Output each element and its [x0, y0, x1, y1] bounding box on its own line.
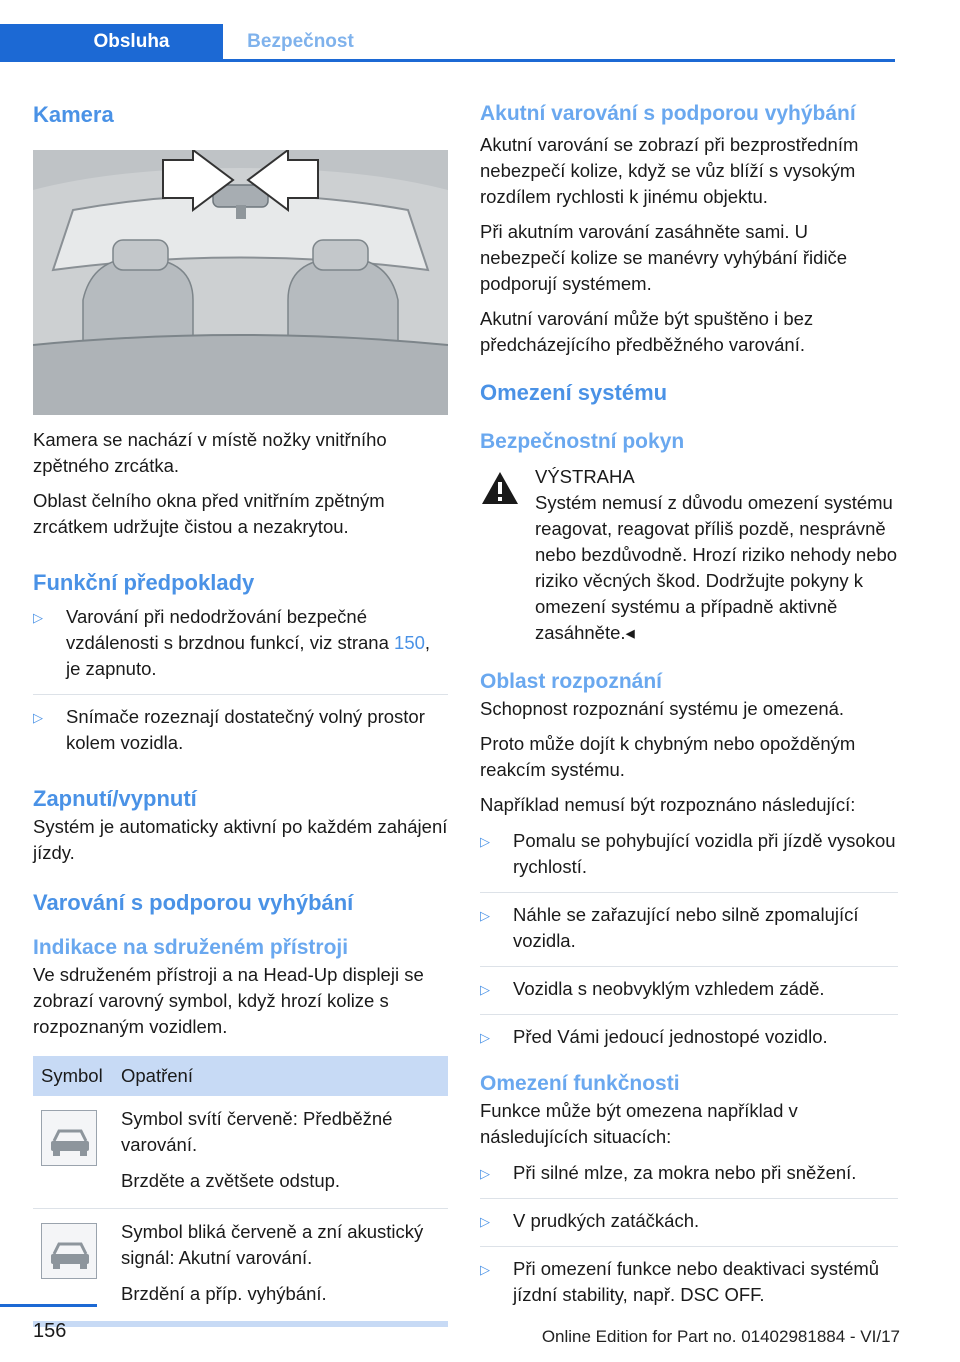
oblast-text-3: Například nemusí být rozpoznáno následující: — [480, 794, 856, 815]
warning-box — [480, 464, 898, 646]
kamera-text-2: Oblast čelního okna před vnitřním zpětným zrcátkem udržujte čistou a nezakrytou. — [33, 490, 385, 537]
page-number: 156 — [33, 1320, 67, 1342]
tab-obsluha[interactable]: Obsluha — [0, 24, 223, 59]
oblast-text-1: Schopnost rozpoznání systému je omezená. — [480, 698, 845, 719]
bullet-triangle-icon: ▷ — [480, 982, 490, 997]
table-row: Symbol svítí červeně: Předběžné varování. Brzděte a zvětšete odstup. — [33, 1096, 448, 1209]
table-header-symbol: Symbol — [33, 1056, 113, 1096]
table-header-opatreni: Opatření — [113, 1056, 448, 1096]
footer-divider — [0, 1304, 97, 1307]
heading-akutni-varovani: Akutní varování s podporou vyhýbání — [480, 102, 856, 125]
list-item: ▷ Náhle se zařazující nebo silně zpomalující vozidla. — [480, 892, 898, 954]
predpoklady-list — [33, 604, 448, 756]
list-item: ▷ V prudkých zatáčkách. — [480, 1198, 898, 1234]
list-item: ▷ Pomalu se pohybující vozidla při jízdě vysokou rychlostí. — [480, 830, 896, 877]
bullet-triangle-icon: ▷ — [480, 1166, 490, 1181]
bullet-triangle-icon: ▷ — [33, 710, 43, 725]
symbol-table — [33, 1056, 448, 1327]
camera-location-illustration — [33, 150, 448, 415]
heading-omezeni-systemu: Omezení systému — [480, 380, 668, 405]
akutni-text-2: Při akutním varování zasáhněte sami. U nebezpečí kolize se manévry vyhýbání řidiče podporují systémem. — [480, 221, 848, 294]
bullet-triangle-icon: ▷ — [480, 1262, 490, 1277]
bullet-triangle-icon: ▷ — [33, 610, 43, 625]
bullet-triangle-icon: ▷ — [480, 908, 490, 923]
bullet-triangle-icon: ▷ — [480, 1214, 490, 1229]
oblast-list — [480, 828, 898, 1050]
kamera-text-1: Kamera se nachází v místě nožky vnitřního zpětného zrcátka. — [33, 429, 387, 476]
akutni-text-3: Akutní varování může být spuštěno i bez předcházejícího předběžného varování. — [480, 308, 814, 355]
warning-text: Systém nemusí z důvodu omezení systému reagovat, reagovat příliš pozdě, nesprávně nebo bezdůvodně. Hrozí riziko nehody nebo riziko věcných škod. Dodržujte pokyny k omezení systému a případně aktivně zasáhněte.◂ — [535, 492, 898, 643]
heading-indikace: Indikace na sdruženém přístroji — [33, 936, 349, 959]
car-interior-icon — [33, 150, 448, 415]
list-item: ▷ Snímače rozeznají dostatečný volný prostor kolem vozidla. — [33, 694, 448, 756]
left-column — [33, 100, 448, 1327]
header-tabs — [0, 0, 960, 62]
akutni-text-1: Akutní varování se zobrazí při bezprostředním nebezpečí kolize, když se vůz blíží s vysokým rozdílem rychlosti k jinému objektu. — [480, 134, 859, 207]
right-column — [480, 100, 898, 1308]
heading-oblast-rozpoznani: Oblast rozpoznání — [480, 670, 663, 693]
list-item: ▷ Varování při nedodržování bezpečné vzdálenosti s brzdnou funkcí, viz strana 150, je zapnuto. — [33, 606, 431, 679]
warning-title: VÝSTRAHA — [535, 466, 635, 487]
page-link[interactable]: 150 — [394, 632, 425, 653]
tab-bezpecnost[interactable]: Bezpečnost — [223, 24, 378, 59]
heading-varovani: Varování s podporou vyhýbání — [33, 890, 354, 915]
table-row: Symbol bliká červeně a zní akustický signál: Akutní varování. Brzdění a příp. vyhýbání. — [33, 1209, 448, 1325]
heading-kamera: Kamera — [33, 102, 114, 127]
heading-zapnuti-vypnuti: Zapnutí/vypnutí — [33, 786, 197, 811]
bullet-triangle-icon: ▷ — [480, 834, 490, 849]
list-item: ▷ Při omezení funkce nebo deaktivaci systémů jízdní stability, např. DSC OFF. — [480, 1246, 898, 1308]
heading-funkcni-predpoklady: Funkční předpoklady — [33, 570, 255, 595]
bullet-triangle-icon: ▷ — [480, 1030, 490, 1045]
oblast-text-2: Proto může dojít k chybným nebo opožděným reakcím systému. — [480, 733, 856, 780]
indikace-text: Ve sdruženém přístroji a na Head-Up displeji se zobrazí varovný symbol, když hrozí kolize s rozpoznaným vozidlem. — [33, 964, 424, 1037]
zapnuti-text: Systém je automaticky aktivní po každém zahájení jízdy. — [33, 816, 448, 863]
heading-bezpecnostni-pokyn: Bezpečnostní pokyn — [480, 430, 685, 453]
edition-text: Online Edition for Part no. 01402981884 - VI/17 — [541, 1327, 900, 1346]
header-divider — [0, 59, 895, 62]
car-warning-icon — [41, 1110, 97, 1166]
list-item: ▷ Vozidla s neobvyklým vzhledem zádě. — [480, 966, 898, 1002]
funkcnost-list — [480, 1160, 898, 1308]
funkcnost-text: Funkce může být omezena například v následujících situacích: — [480, 1100, 798, 1147]
heading-omezeni-funkcnosti: Omezení funkčnosti — [480, 1072, 680, 1095]
car-warning-icon — [41, 1223, 97, 1279]
warning-triangle-icon — [480, 470, 520, 506]
list-item: ▷ Při silné mlze, za mokra nebo při sněžení. — [480, 1160, 898, 1186]
list-item: ▷ Před Vámi jedoucí jednostopé vozidlo. — [480, 1014, 898, 1050]
